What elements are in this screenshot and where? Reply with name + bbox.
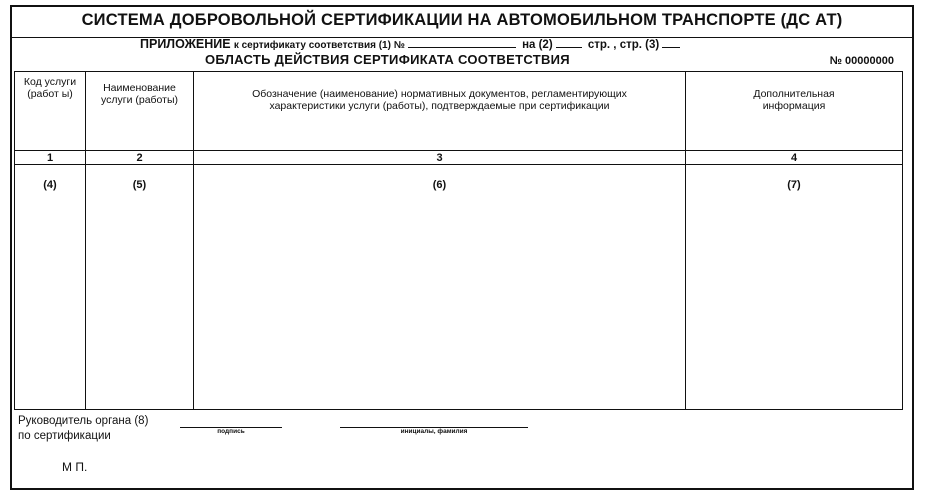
column-number: 3 <box>194 151 686 165</box>
certificate-number-blank[interactable] <box>408 37 516 48</box>
form-title: СИСТЕМА ДОБРОВОЛЬНОЙ СЕРТИФИКАЦИИ НА АВТОМОБИЛЬНОМ ТРАНСПОРТЕ (ДС АТ) <box>81 11 843 29</box>
column-number: 4 <box>686 151 903 165</box>
scope-title: ОБЛАСТЬ ДЕЙСТВИЯ СЕРТИФИКАТА СООТВЕТСТВИЯ <box>205 52 570 67</box>
table-header-row <box>15 72 903 151</box>
header-additional-info: Дополнительная информация <box>686 72 903 151</box>
column-number: 2 <box>86 151 194 165</box>
appendix-certificate-label: к сертификату соответствия (1) № <box>233 40 405 51</box>
column-number: 1 <box>15 151 86 165</box>
page-number-blank[interactable] <box>662 37 680 48</box>
signatory-line2: по сертификации <box>18 430 111 442</box>
signatory-line1: Руководитель органа (8) <box>18 415 149 427</box>
appendix-on-label: на (2) <box>522 39 553 51</box>
appendix-lead: ПРИЛОЖЕНИЕ <box>140 37 231 51</box>
appendix-pages-label: стр. , стр. (3) <box>587 39 660 51</box>
header-normative-documents: Обозначение (наименование) нормативных документов, регламентирующих характеристики услуги (работы), подтверждаемые при сертификации <box>194 72 686 151</box>
scope-table <box>14 71 903 410</box>
certificate-number: № 00000000 <box>829 55 894 67</box>
signatory-label <box>18 414 148 444</box>
field-service-name[interactable]: (5) <box>86 165 194 410</box>
table-body-row <box>15 165 903 410</box>
field-service-code[interactable]: (4) <box>15 165 86 410</box>
column-number-row <box>15 151 903 165</box>
header-service-code: Код услуги (работ ы) <box>15 72 86 151</box>
pages-count-blank[interactable] <box>556 37 582 48</box>
appendix-line <box>140 37 683 51</box>
field-normative-documents[interactable]: (6) <box>194 165 686 410</box>
name-caption: инициалы, фамилия <box>400 428 468 435</box>
field-additional-info[interactable]: (7) <box>686 165 903 410</box>
header-service-name: Наименование услуги (работы) <box>86 72 194 151</box>
stamp-place: М П. <box>62 460 88 474</box>
signature-caption: подпись <box>217 428 245 435</box>
